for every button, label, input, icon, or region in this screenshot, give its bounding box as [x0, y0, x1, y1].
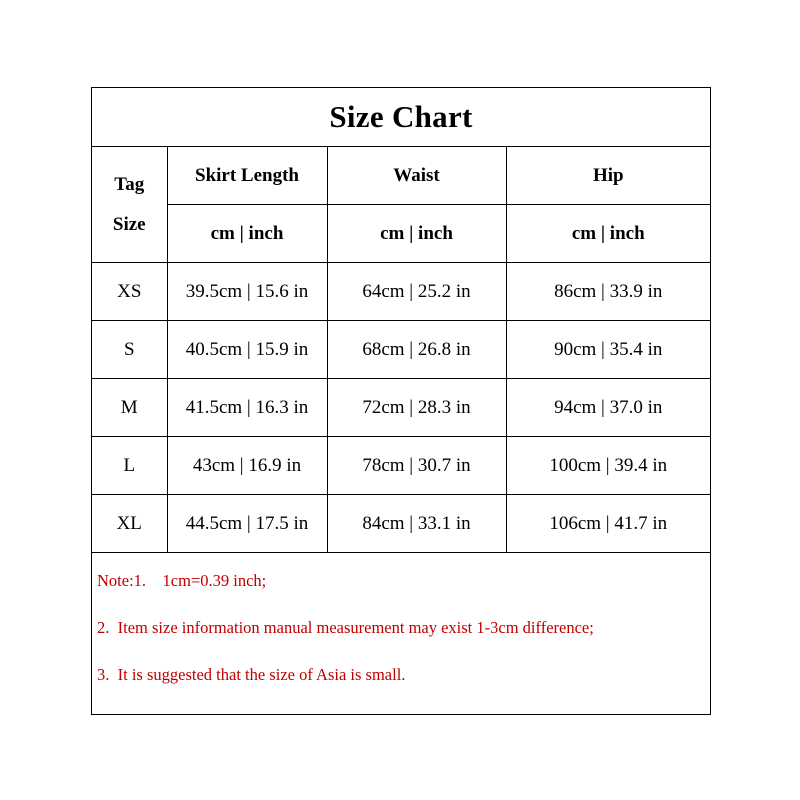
tag-cell: S	[92, 321, 167, 379]
waist-cell: 68cm | 26.8 in	[327, 321, 506, 379]
waist-cell: 64cm | 25.2 in	[327, 263, 506, 321]
table-row	[92, 263, 710, 321]
skirt-length-header: Skirt Length	[167, 147, 327, 205]
hip-cell: 94cm | 37.0 in	[506, 379, 710, 437]
skirt-length-cell: 40.5cm | 15.9 in	[167, 321, 327, 379]
notes-section	[92, 553, 710, 712]
table-row	[92, 495, 710, 553]
tag-cell: L	[92, 437, 167, 495]
unit-row	[92, 205, 710, 263]
table-row	[92, 379, 710, 437]
size-table	[92, 147, 710, 553]
tag-cell: XS	[92, 263, 167, 321]
skirt-length-cell: 44.5cm | 17.5 in	[167, 495, 327, 553]
waist-cell: 78cm | 30.7 in	[327, 437, 506, 495]
hip-header: Hip	[506, 147, 710, 205]
note-line: 3. It is suggested that the size of Asia is small.	[97, 665, 406, 684]
hip-cell: 90cm | 35.4 in	[506, 321, 710, 379]
tag-cell: XL	[92, 495, 167, 553]
skirt-length-cell: 43cm | 16.9 in	[167, 437, 327, 495]
waist-header: Waist	[327, 147, 506, 205]
hip-cell: 100cm | 39.4 in	[506, 437, 710, 495]
waist-cell: 84cm | 33.1 in	[327, 495, 506, 553]
table-row	[92, 437, 710, 495]
waist-cell: 72cm | 28.3 in	[327, 379, 506, 437]
tag-cell: M	[92, 379, 167, 437]
table-row	[92, 321, 710, 379]
chart-title: Size Chart	[92, 88, 710, 147]
size-chart	[91, 87, 711, 715]
tag-label: Tag	[114, 173, 145, 195]
header-row	[92, 147, 710, 205]
note-line: Note:1. 1cm=0.39 inch;	[97, 571, 267, 590]
tag-size-header	[92, 147, 167, 263]
size-label: Size	[112, 213, 146, 235]
hip-cell: 86cm | 33.9 in	[506, 263, 710, 321]
waist-unit: cm | inch	[327, 205, 506, 263]
note-line: 2. Item size information manual measurement may exist 1-3cm difference;	[97, 618, 594, 637]
skirt-length-cell: 41.5cm | 16.3 in	[167, 379, 327, 437]
hip-unit: cm | inch	[506, 205, 710, 263]
hip-cell: 106cm | 41.7 in	[506, 495, 710, 553]
skirt-length-cell: 39.5cm | 15.6 in	[167, 263, 327, 321]
skirt-length-unit: cm | inch	[167, 205, 327, 263]
